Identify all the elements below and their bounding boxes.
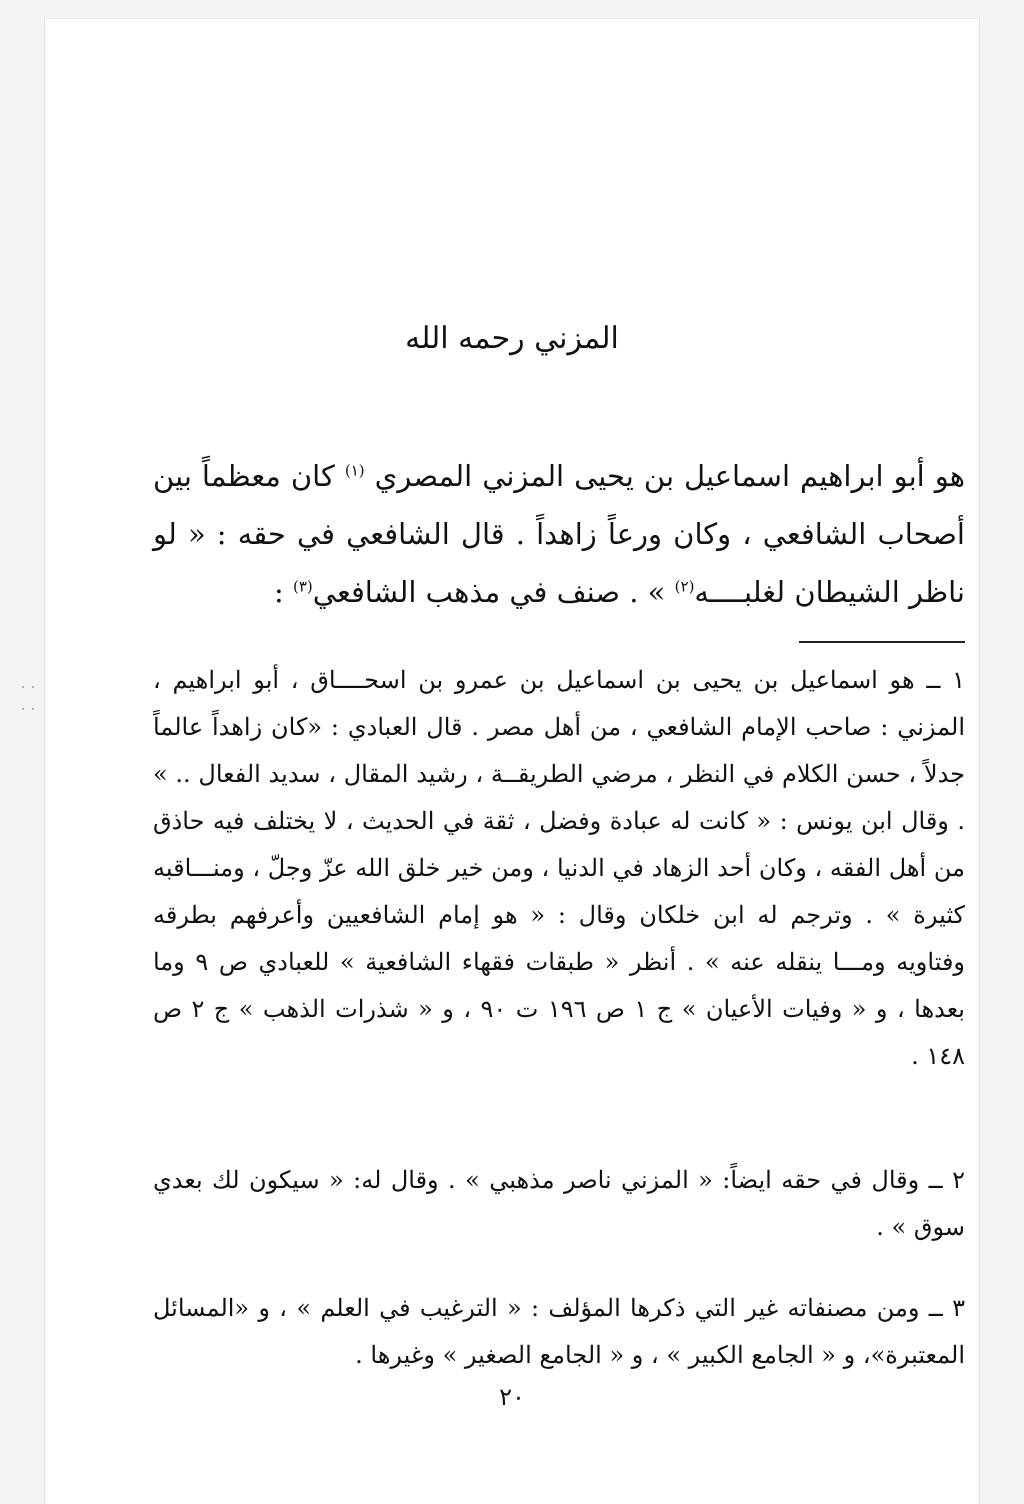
footnote-ref-1: (١) [344,461,365,480]
chapter-title: المزني رحمه الله [405,321,619,356]
footnote-separator [799,641,965,643]
footnote-3: ٣ ــ ومن مصنفاته غير التي ذكرها المؤلف : « الترغيب في العلم » ، و «المسائل المعتبرة»، و « الجامع الكبير » ، و « الجامع الصغير » وغيرها . [153,1294,965,1369]
book-page [44,18,980,1504]
body-text-part-4: : [274,575,293,609]
main-paragraph [153,447,965,621]
body-text-part-1: هو أبو ابراهيم اسماعيل بن يحيى المزني المصري [374,459,966,493]
footnote-2: ٢ ــ وقال في حقه ايضاً: « المزني ناصر مذهبي » . وقال له: « سيكون لك بعدي سوق » . [153,1166,965,1241]
margin-specks [20,682,42,722]
body-text-part-2: كان معظماً بين أصحاب الشافعي ، وكان ورعاً زاهداً . قال الشافعي في حقه : « لو ناظر الشيطان لغلبــــه [153,459,965,609]
footnote-ref-3: (٣) [293,577,313,596]
page-number: ٢٠ [499,1383,525,1411]
footnote-ref-2: (٢) [674,577,695,596]
footnote-1: ١ ــ هو اسماعيل بن يحيى بن اسماعيل بن عمرو بن اسحــــاق ، أبو ابراهيم ، المزني : صاحب الإمام الشافعي ، من أهل مصر . قال العبادي : «كان زاهداً عالماً جدلاً ، حسن الكلام في النظر ، مرضي الطريقــة ، رشيد المقال ، سديد الفعال .. » . وقال ابن يونس : « كانت له عبادة وفضل ، ثقة في الحديث ، لا يختلف فيه حاذق من أهل الفقه ، وكان أحد الزهاد في الدنيا ، ومن خير خلق الله عزّ وجلّ ، ومنـــاقبه كثيرة » . وترجم له ابن خلكان وقال : « هو إمام الشافعيين وأعرفهم بطرقه وفتاويه ومـــا ينقله عنه » . أنظر « طبقات فقهاء الشافعية » للعبادي ص ٩ وما بعدها ، و « وفيات الأعيان » ج ١ ص ١٩٦ ت ٩٠ ، و « شذرات الذهب » ج ٢ ص ١٤٨ . [153,666,966,1070]
body-text-part-3: » . صنف في مذهب الشافعي [312,575,675,609]
